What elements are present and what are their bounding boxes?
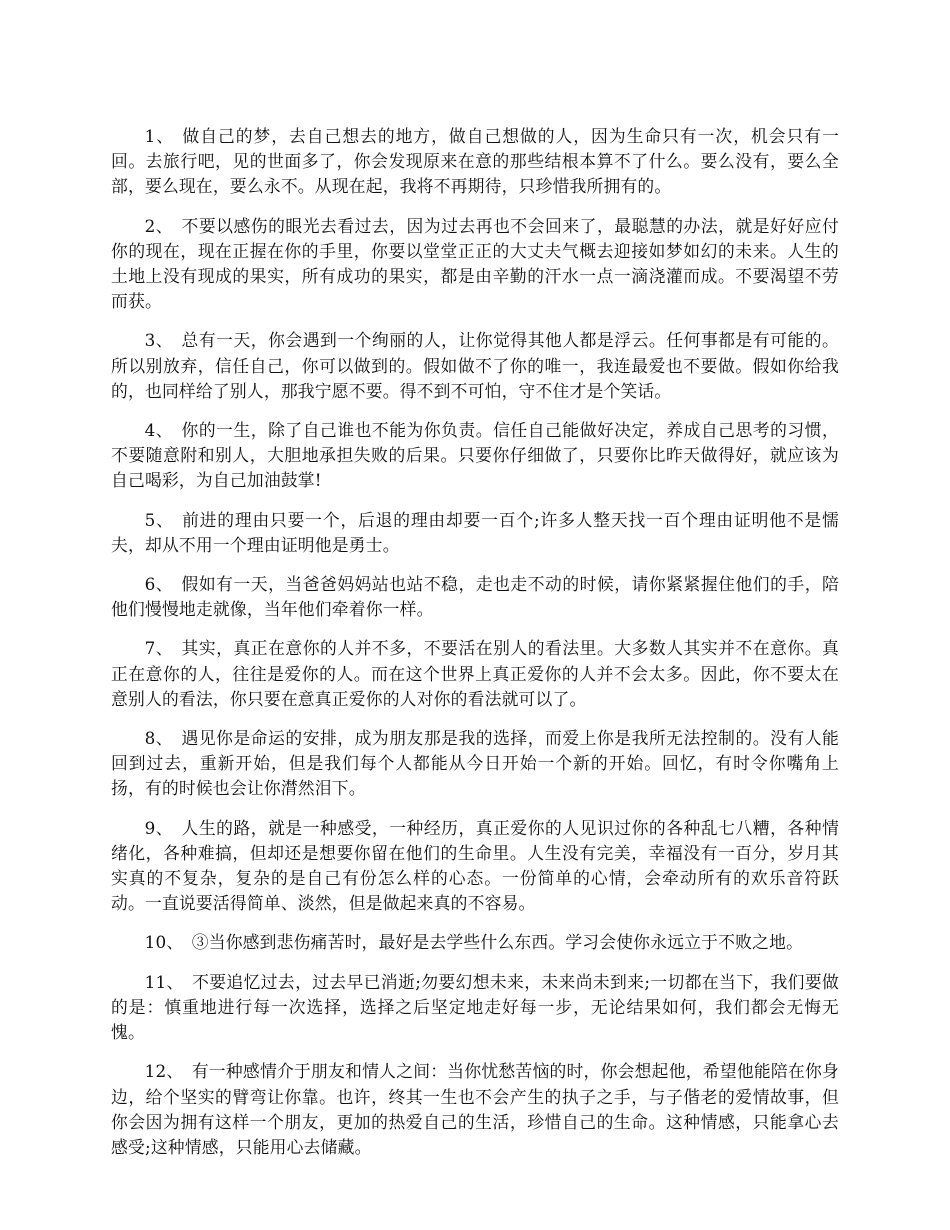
paragraph-number: 5、 [144, 509, 174, 530]
paragraph-text: 总有一天，你会遇到一个绚丽的人，让你觉得其他人都是浮云。任何事都是有可能的。所以别放弃，信任自己，你可以做到的。假如做不了你的唯一，我连最爱也不要做。假如你给我的，也同样给了别人，那我宁愿不要。得不到不可怕，守不住才是个笑话。 [111, 330, 840, 401]
paragraph-1 [111, 124, 839, 200]
paragraph-number: 10、 [144, 932, 184, 953]
paragraph-11 [111, 970, 839, 1046]
paragraph-text: 有一种感情介于朋友和情人之间：当你忧愁苦恼的时，你会想起他，希望他能陪在你身边，给个坚实的臂弯让你靠。也许，终其一生也不会产生的执子之手，与子偕老的爱情故事，但你会因为拥有这样一个朋友，更加的热爱自己的生活，珍惜自己的生命。这种情感，只能拿心去感受;这种情感，只能用心去储藏。 [111, 1061, 839, 1157]
paragraph-number: 7、 [144, 638, 174, 659]
paragraph-number: 9、 [144, 817, 174, 838]
paragraph-12 [111, 1059, 839, 1160]
paragraph-3 [111, 328, 839, 404]
paragraph-6 [111, 572, 839, 622]
paragraph-text: ③当你感到悲伤痛苦时，最好是去学些什么东西。学习会使你永远立于不败之地。 [191, 932, 804, 953]
paragraph-number: 8、 [144, 728, 174, 749]
paragraph-text: 不要追忆过去，过去早已消逝;勿要幻想未来，未来尚未到来;一切都在当下，我们要做的是：慎重地进行每一次选择，选择之后坚定地走好每一步，无论结果如何，我们都会无悔无愧。 [111, 971, 839, 1043]
paragraph-text: 你的一生，除了自己谁也不能为你负责。信任自己能做好决定，养成自己思考的习惯，不要随意附和别人，大胆地承担失败的后果。只要你仔细做了，只要你比昨天做得好，就应该为自己喝彩，为自己加油鼓掌! [111, 420, 840, 491]
paragraph-8 [111, 726, 839, 802]
paragraph-text: 做自己的梦，去自己想去的地方，做自己想做的人，因为生命只有一次，机会只有一回。去旅行吧，见的世面多了，你会发现原来在意的那些结根本算不了什么。要么没有，要么全部，要么现在，要么永不。从现在起，我将不再期待，只珍惜我所拥有的。 [111, 126, 840, 197]
paragraph-text: 假如有一天，当爸爸妈妈站也站不稳，走也走不动的时候，请你紧紧握住他们的手，陪他们慢慢地走就像，当年他们牵着你一样。 [111, 574, 840, 620]
paragraph-text: 前进的理由只要一个，后退的理由却要一百个;许多人整天找一百个理由证明他不是懦夫，却从不用一个理由证明他是勇士。 [111, 509, 839, 555]
paragraph-9 [111, 816, 839, 917]
paragraph-number: 4、 [144, 420, 174, 441]
paragraph-4 [111, 418, 839, 494]
paragraph-text: 不要以感伤的眼光去看过去，因为过去再也不会回来了，最聪慧的办法，就是好好应付你的现在，现在正握在你的手里，你要以堂堂正正的大丈夫气概去迎接如梦如幻的未来。人生的土地上没有现成的果实，所有成功的果实，都是由辛勤的汗水一点一滴浇灌而成。不要渴望不劳而获。 [111, 215, 840, 312]
paragraph-number: 2、 [144, 215, 174, 236]
paragraph-number: 11、 [144, 971, 184, 992]
paragraph-number: 12、 [144, 1061, 184, 1082]
paragraph-number: 3、 [144, 330, 174, 351]
paragraph-text: 人生的路，就是一种感受，一种经历，真正爱你的人见识过你的各种乱七八糟，各种情绪化，各种难搞，但却还是想要你留在他们的生命里。人生没有完美，幸福没有一百分，岁月其实真的不复杂，复杂的是自己有份怎么样的心态。一份简单的心情，会牵动所有的欢乐音符跃动。一直说要活得简单、淡然，但是做起来真的不容易。 [111, 817, 840, 914]
document-page [111, 124, 839, 1174]
paragraph-10 [111, 930, 839, 955]
paragraph-number: 1、 [144, 126, 175, 146]
paragraph-5 [111, 508, 839, 558]
paragraph-text: 遇见你是命运的安排，成为朋友那是我的选择，而爱上你是我所无法控制的。没有人能回到过去，重新开始，但是我们每个人都能从今日开始一个新的开始。回忆，有时令你嘴角上扬，有的时候也会让你潸然泪下。 [111, 728, 840, 799]
paragraph-text: 其实，真正在意你的人并不多，不要活在别人的看法里。大多数人其实并不在意你。真正在意你的人，往往是爱你的人。而在这个世界上真正爱你的人并不会太多。因此，你不要太在意别人的看法，你只要在意真正爱你的人对你的看法就可以了。 [111, 638, 840, 709]
paragraph-7 [111, 636, 839, 712]
paragraph-number: 6、 [144, 574, 174, 595]
paragraph-2 [111, 214, 839, 315]
